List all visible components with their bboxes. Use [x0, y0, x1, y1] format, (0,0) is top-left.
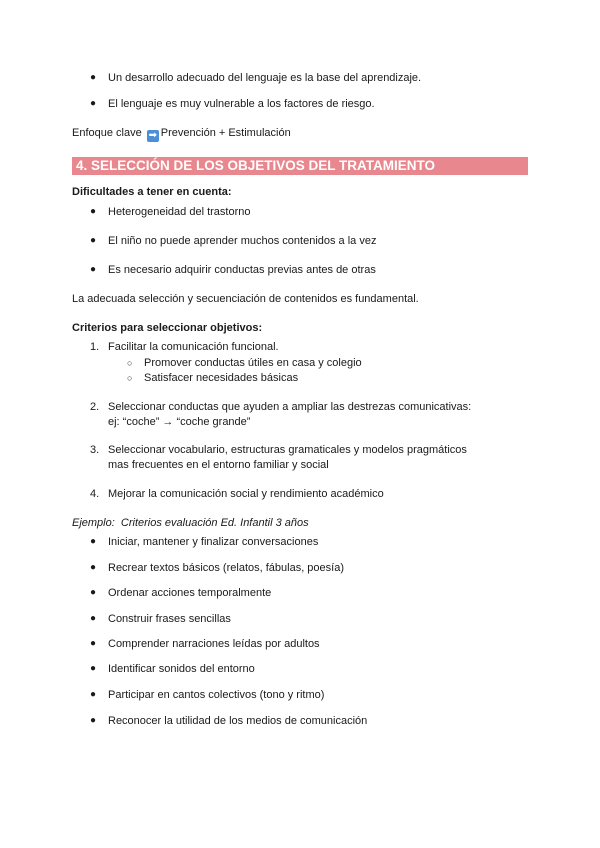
criterio-3-line-2: mas frecuentes en el entorno familiar y social [108, 459, 329, 471]
bullet-marker: ● [90, 206, 97, 217]
ejemplo-item-8: Reconocer la utilidad de los medios de comunicación [108, 715, 368, 727]
criterio-number: 2. [90, 401, 100, 413]
criterio-2-line-1: Seleccionar conductas que ayuden a ampliar las destrezas comunicativas: [108, 401, 472, 413]
bullet-marker: ● [90, 587, 97, 598]
enfoque-suffix: Prevención + Estimulación [160, 127, 291, 139]
criterio-1-line-1: Facilitar la comunicación funcional. [108, 341, 279, 353]
sub-bullet-marker: ○ [127, 358, 133, 368]
bullet-marker: ● [90, 562, 97, 573]
criterio-1-sub-2: Satisfacer necesidades básicas [144, 372, 299, 384]
dificultades-item-3: Es necesario adquirir conductas previas antes de otras [108, 264, 376, 276]
ejemplo-item-6: Identificar sonidos del entorno [108, 663, 255, 675]
bullet-marker: ● [90, 536, 97, 547]
ejemplo-item-4: Construir frases sencillas [108, 613, 231, 625]
enfoque-line [72, 126, 291, 142]
enfoque-prefix: Enfoque clave [72, 127, 142, 139]
bullet-marker: ● [90, 638, 97, 649]
right-arrow-icon: ➡ [148, 130, 157, 141]
ejemplo-title: Ejemplo: Criterios evaluación Ed. Infantil 3 años [72, 517, 309, 529]
criterio-4-line-1: Mejorar la comunicación social y rendimiento académico [108, 488, 384, 500]
bullet-marker: ● [90, 235, 97, 246]
sub-bullet-marker: ○ [127, 373, 133, 383]
bullet-marker: ● [90, 613, 97, 624]
ejemplo-item-1: Iniciar, mantener y finalizar conversaciones [108, 536, 319, 548]
dificultades-item-2: El niño no puede aprender muchos contenidos a la vez [108, 235, 377, 247]
bullet-marker: ● [90, 98, 97, 109]
ejemplo-item-5: Comprender narraciones leídas por adultos [108, 638, 320, 650]
bullet-marker: ● [90, 689, 97, 700]
ejemplo-item-7: Participar en cantos colectivos (tono y ritmo) [108, 689, 325, 701]
criterios-title: Criterios para seleccionar objetivos: [72, 322, 263, 334]
ejemplo-item-2: Recrear textos básicos (relatos, fábulas, poesía) [108, 562, 345, 574]
bullet-marker: ● [90, 663, 97, 674]
criterio-number: 3. [90, 444, 100, 456]
bullet-marker: ● [90, 264, 97, 275]
criterio-3-line-1: Seleccionar vocabulario, estructuras gramaticales y modelos pragmáticos [108, 444, 467, 456]
criterio-number: 1. [90, 341, 100, 353]
criterio-1-sub-1: Promover conductas útiles en casa y colegio [144, 357, 362, 369]
section-heading: 4. SELECCIÓN DE LOS OBJETIVOS DEL TRATAMIENTO [76, 158, 436, 173]
bullet-marker: ● [90, 715, 97, 726]
bullet-marker: ● [90, 72, 97, 83]
dificultades-title: Dificultades a tener en cuenta: [72, 186, 232, 198]
criterio-2-line-2: ej: “coche” → “coche grande” [108, 416, 251, 428]
dificultades-item-1: Heterogeneidad del trastorno [108, 206, 251, 218]
intro-bullet-1: Un desarrollo adecuado del lenguaje es la base del aprendizaje. [108, 72, 422, 84]
intro-bullet-2: El lenguaje es muy vulnerable a los factores de riesgo. [108, 98, 375, 110]
ejemplo-item-3: Ordenar acciones temporalmente [108, 587, 272, 599]
criterio-number: 4. [90, 488, 100, 500]
paragraph: La adecuada selección y secuenciación de contenidos es fundamental. [72, 293, 419, 305]
